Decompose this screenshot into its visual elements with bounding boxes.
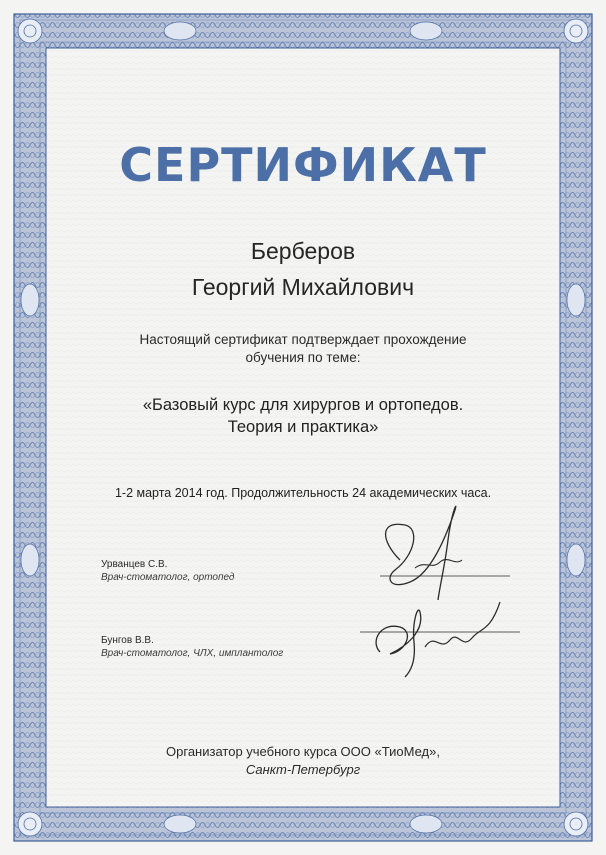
- signatory-1-role: Врач-стоматолог, ортопед: [101, 572, 235, 583]
- signatory-1-name: Урванцев С.В.: [101, 559, 168, 570]
- recipient-surname: Берберов: [250, 238, 356, 264]
- signature-2-icon: [350, 592, 530, 682]
- intro-text-line-1: Настоящий сертификат подтверждает прохождение: [139, 332, 467, 347]
- course-title-line-2: Теория и практика»: [227, 418, 379, 436]
- intro-text-line-2: обучения по теме:: [245, 350, 361, 365]
- organizer-line: Организатор учебного курса ООО «ТиоМед»,: [166, 744, 440, 759]
- signatory-2-name: Бунгов В.В.: [101, 635, 154, 646]
- recipient-given-names: Георгий Михайлович: [191, 274, 415, 300]
- certificate-title: СЕРТИФИКАТ: [119, 138, 487, 192]
- course-dates-duration: 1-2 марта 2014 год. Продолжительность 24 академических часа.: [114, 486, 492, 500]
- course-title-line-1: «Базовый курс для хирургов и ортопедов.: [142, 396, 464, 414]
- signatory-2-role: Врач-стоматолог, ЧЛХ, имплантолог: [101, 648, 284, 659]
- organizer-city: Санкт-Петербург: [245, 762, 361, 777]
